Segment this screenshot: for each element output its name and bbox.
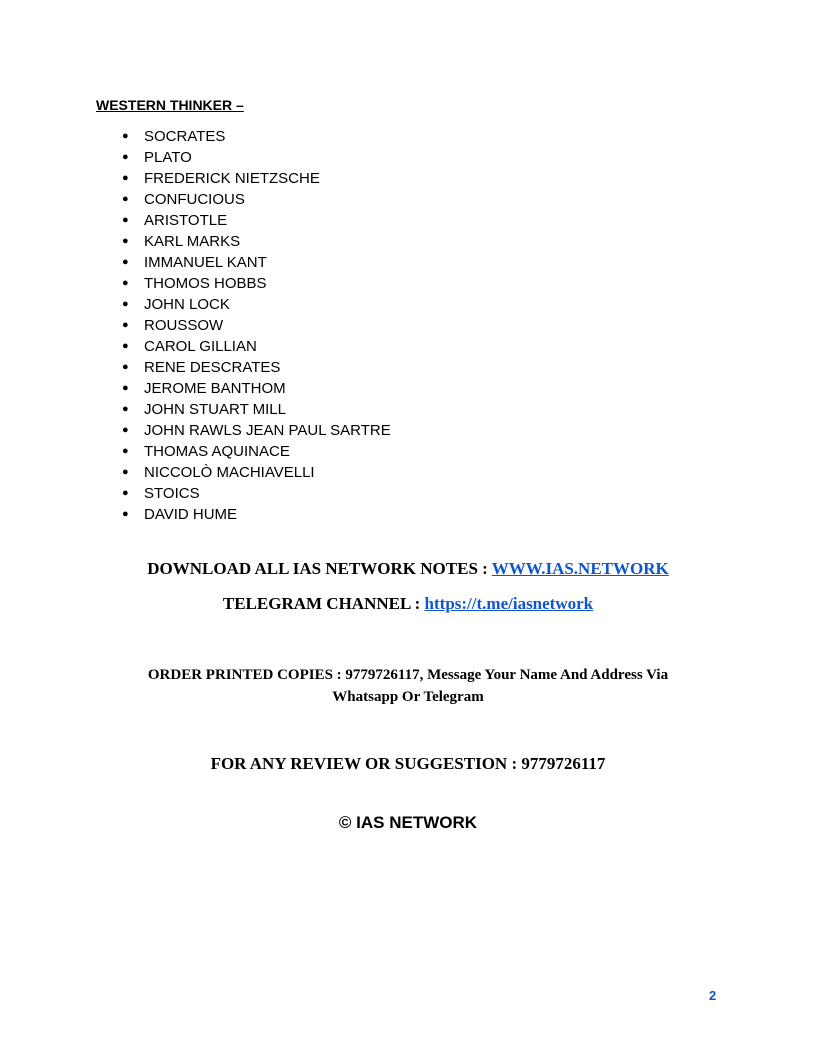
thinker-name: CAROL GILLIAN xyxy=(144,338,257,355)
bullet-icon: ● xyxy=(122,361,129,373)
list-item xyxy=(96,378,391,399)
thinker-name: RENE DESCRATES xyxy=(144,359,281,376)
thinker-name: ROUSSOW xyxy=(144,317,224,334)
thinker-name: IMMANUEL KANT xyxy=(144,254,267,271)
order-text-line-2: Whatsapp Or Telegram xyxy=(332,689,484,705)
list-item xyxy=(96,168,391,189)
thinker-name: JEROME BANTHOM xyxy=(144,380,286,397)
review-suggestion-text: FOR ANY REVIEW OR SUGGESTION : 9779726117 xyxy=(210,754,606,773)
thinker-name: THOMAS AQUINACE xyxy=(144,443,290,460)
list-item xyxy=(96,399,391,420)
thinker-name: STOICS xyxy=(144,485,200,502)
thinker-list xyxy=(96,126,391,525)
page-number: 2 xyxy=(709,988,717,1003)
bullet-icon: ● xyxy=(122,466,129,478)
list-item xyxy=(96,357,391,378)
download-line xyxy=(0,559,816,579)
thinker-name: SOCRATES xyxy=(144,128,226,145)
thinker-name: FREDERICK NIETZSCHE xyxy=(144,170,320,187)
list-item xyxy=(96,294,391,315)
copyright-text: © IAS NETWORK xyxy=(338,813,478,832)
order-copies-text xyxy=(0,664,816,708)
list-item xyxy=(96,504,391,525)
thinker-name: ARISTOTLE xyxy=(144,212,228,229)
thinker-name: PLATO xyxy=(144,149,192,166)
list-item xyxy=(96,126,391,147)
list-item xyxy=(96,315,391,336)
thinker-name: DAVID HUME xyxy=(144,506,238,523)
list-item xyxy=(96,210,391,231)
thinker-name: KARL MARKS xyxy=(144,233,241,250)
bullet-icon: ● xyxy=(122,256,129,268)
thinker-name: NICCOLÒ MACHIAVELLI xyxy=(144,464,315,481)
download-link[interactable]: WWW.IAS.NETWORK xyxy=(491,559,669,578)
list-item xyxy=(96,273,391,294)
telegram-line xyxy=(0,594,816,614)
bullet-icon: ● xyxy=(122,340,129,352)
thinker-name: THOMOS HOBBS xyxy=(144,275,267,292)
thinker-name: JOHN STUART MILL xyxy=(144,401,286,418)
bullet-icon: ● xyxy=(122,172,129,184)
bullet-icon: ● xyxy=(122,382,129,394)
download-label: DOWNLOAD ALL IAS NETWORK NOTES : xyxy=(147,559,488,578)
list-item xyxy=(96,483,391,504)
bullet-icon: ● xyxy=(122,214,129,226)
list-item xyxy=(96,441,391,462)
bullet-icon: ● xyxy=(122,277,129,289)
telegram-link[interactable]: https://t.me/iasnetwork xyxy=(424,594,594,613)
list-item xyxy=(96,420,391,441)
thinker-name: JOHN LOCK xyxy=(144,296,230,313)
section-heading: WESTERN THINKER – xyxy=(96,97,244,113)
bullet-icon: ● xyxy=(122,151,129,163)
list-item xyxy=(96,462,391,483)
bullet-icon: ● xyxy=(122,193,129,205)
list-item xyxy=(96,231,391,252)
list-item xyxy=(96,147,391,168)
bullet-icon: ● xyxy=(122,508,129,520)
bullet-icon: ● xyxy=(122,445,129,457)
telegram-label: TELEGRAM CHANNEL : xyxy=(222,594,421,613)
bullet-icon: ● xyxy=(122,424,129,436)
thinker-name: CONFUCIOUS xyxy=(144,191,245,208)
bullet-icon: ● xyxy=(122,298,129,310)
bullet-icon: ● xyxy=(122,487,129,499)
bullet-icon: ● xyxy=(122,319,129,331)
list-item xyxy=(96,252,391,273)
order-text-line-1: ORDER PRINTED COPIES : 9779726117, Message Your Name And Address Via xyxy=(147,667,669,683)
thinker-name: JOHN RAWLS JEAN PAUL SARTRE xyxy=(144,422,391,439)
list-item xyxy=(96,189,391,210)
bullet-icon: ● xyxy=(122,130,129,142)
bullet-icon: ● xyxy=(122,235,129,247)
bullet-icon: ● xyxy=(122,403,129,415)
list-item xyxy=(96,336,391,357)
